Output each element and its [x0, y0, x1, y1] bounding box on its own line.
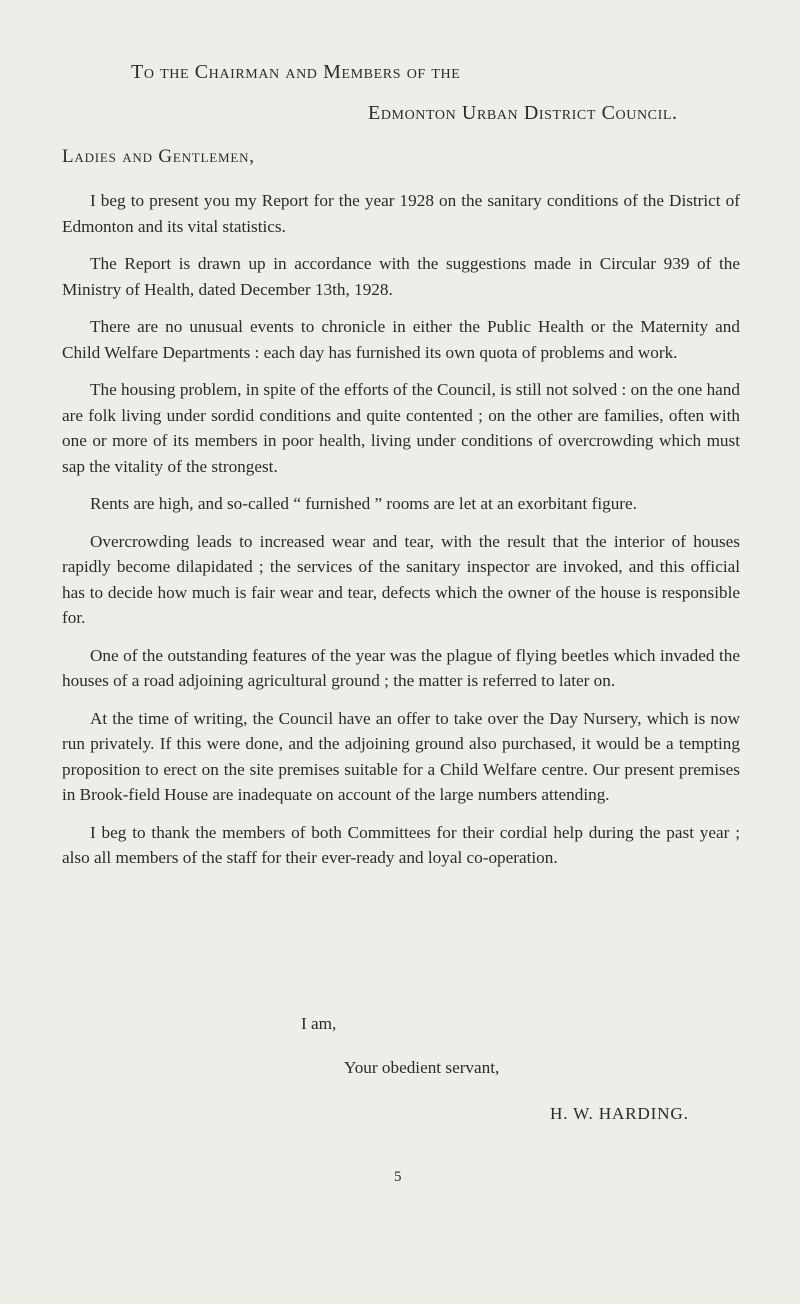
paragraph: There are no unusual events to chronicle in either the Public Health or the Maternity and Child Welfare Departments : each day has furnished its own quota of problems and work. — [62, 317, 740, 362]
page-number: 5 — [394, 1169, 402, 1185]
signature: H. W. HARDING. — [550, 1104, 689, 1123]
paragraph: Overcrowding leads to increased wear and tear, with the result that the interior of houses rapidly become dilapidated ; the services of the sanitary inspector are invoked, and this official has to decide how much is fair wear and tear, defects which the owner of the house is responsible for. — [62, 531, 740, 627]
closing-servant: Your obedient servant, — [344, 1058, 500, 1077]
paragraph: At the time of writing, the Council have an offer to take over the Day Nursery, which is now run privately. If this were done, and the adjoining ground also purchased, it would be a tempting proposition to erect on the site premises suitable for a Child Welfare centre. Our present premises in Brook-field House are inadequate on account of the large numbers attending. — [62, 708, 740, 804]
address-line-1: To the Chairman and Members of the — [131, 61, 461, 83]
letter-body — [62, 188, 740, 883]
paragraph: Rents are high, and so-called “ furnished ” rooms are let at an exorbitant figure. — [90, 494, 637, 513]
paragraph: The housing problem, in spite of the efforts of the Council, is still not solved : on the one hand are folk living under sordid conditions and quite contented ; on the other are families, often with one or more of its members in poor health, living under conditions of overcrowding which must sap the vitality of the strongest. — [62, 380, 740, 476]
paragraph: I beg to thank the members of both Committees for their cordial help during the past year ; also all members of the staff for their ever-ready and loyal co-operation. — [62, 822, 740, 867]
address-line-2: Edmonton Urban District Council. — [368, 102, 678, 124]
paragraph: The Report is drawn up in accordance with the suggestions made in Circular 939 of the Ministry of Health, dated December 13th, 1928. — [62, 254, 740, 299]
paragraph: One of the outstanding features of the year was the plague of flying beetles which invaded the houses of a road adjoining agricultural ground ; the matter is referred to later on. — [62, 645, 740, 690]
salutation: Ladies and Gentlemen, — [62, 146, 255, 167]
paragraph: I beg to present you my Report for the year 1928 on the sanitary conditions of the District of Edmonton and its vital statistics. — [62, 191, 740, 236]
closing-i-am: I am, — [301, 1014, 337, 1033]
